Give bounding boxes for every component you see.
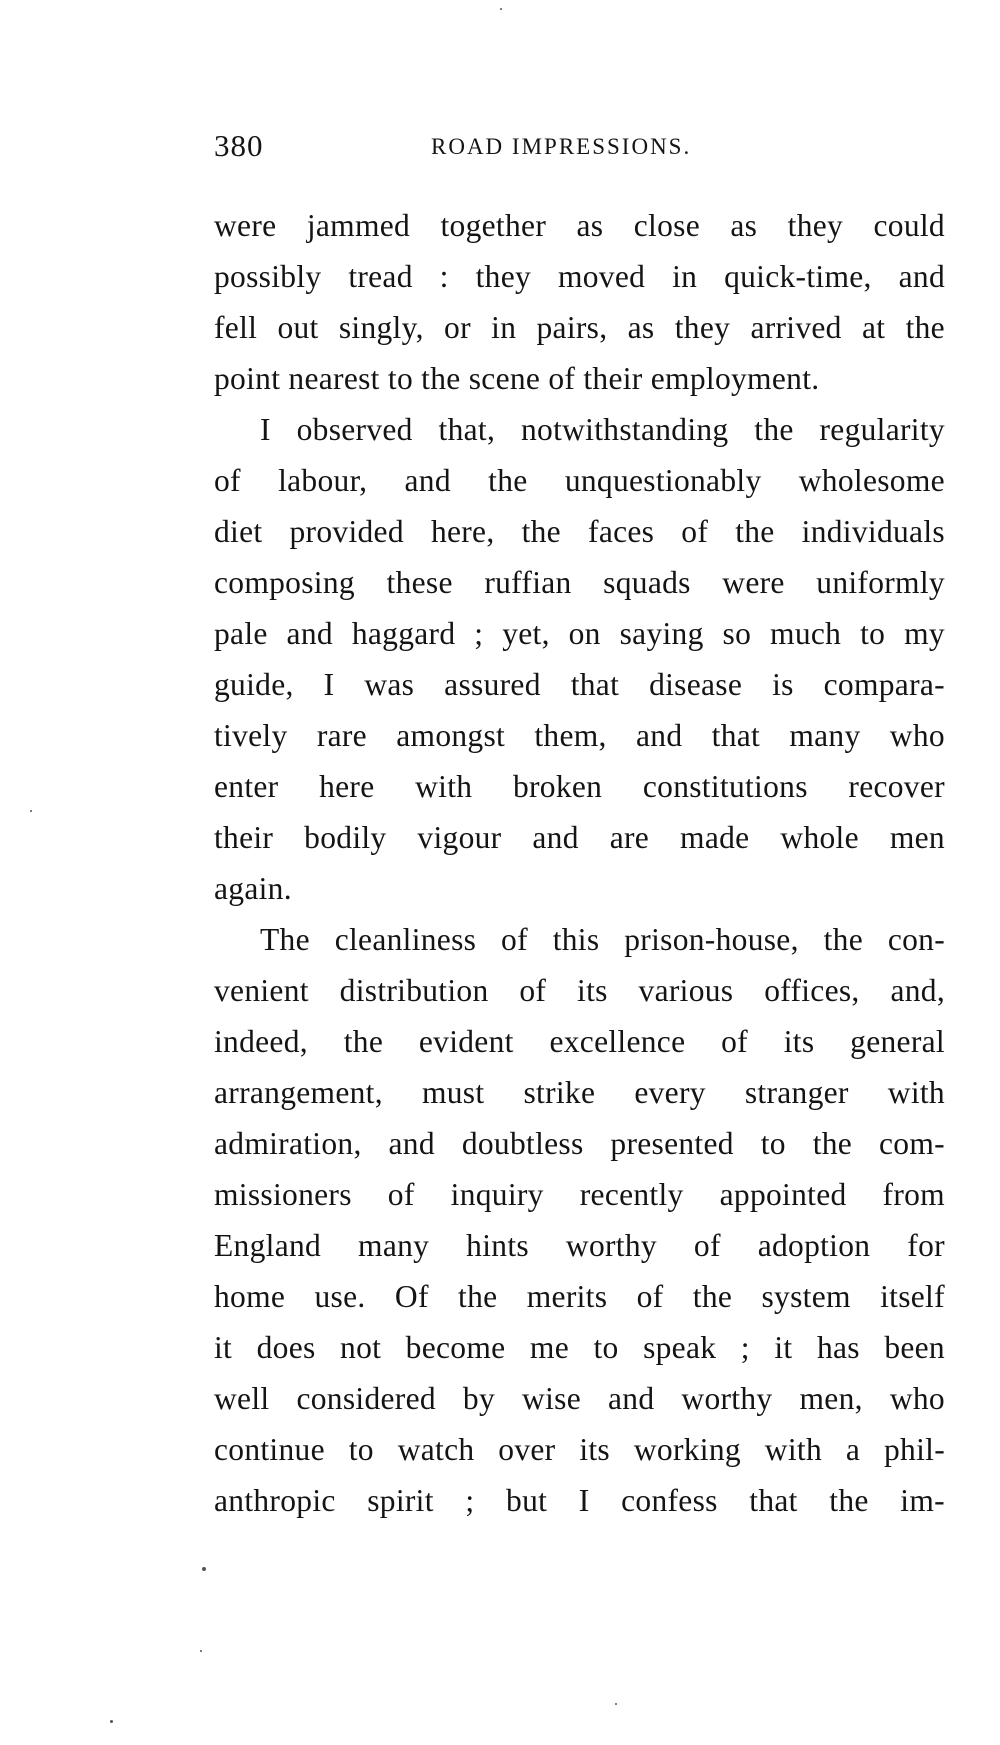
text-line: again. — [214, 871, 292, 906]
word: a — [845, 1432, 861, 1467]
word: the — [343, 1024, 384, 1059]
word: of — [681, 514, 709, 549]
word: moved — [557, 259, 646, 294]
word: unquestionably — [564, 463, 762, 498]
word: ; — [465, 1483, 475, 1518]
word: anthropic — [214, 1483, 336, 1518]
word: composing — [214, 565, 355, 600]
word: together — [440, 208, 547, 243]
word: constitutions — [642, 769, 808, 804]
word: of — [636, 1279, 664, 1314]
text-line — [214, 455, 945, 506]
word: the — [735, 514, 775, 549]
word: the — [905, 310, 945, 345]
text-line — [214, 1322, 945, 1373]
word: spirit — [367, 1483, 434, 1518]
word: evident — [418, 1024, 514, 1059]
word: that — [711, 718, 761, 753]
word: they — [475, 259, 532, 294]
word: they — [787, 208, 844, 243]
word: presented — [610, 1126, 734, 1161]
word: im- — [900, 1483, 945, 1518]
word: doubtless — [461, 1126, 584, 1161]
word: The — [260, 922, 310, 957]
word: of — [501, 922, 528, 957]
word: in — [672, 259, 698, 294]
word: is — [772, 667, 794, 702]
word: saying — [619, 616, 704, 651]
word: recently — [579, 1177, 684, 1212]
word: missioners — [214, 1177, 352, 1212]
word: bodily — [304, 820, 387, 855]
word: tively — [214, 718, 288, 753]
word: its — [783, 1024, 815, 1059]
word: con- — [887, 922, 945, 957]
text-line — [214, 1373, 945, 1424]
word: its — [577, 973, 608, 1008]
word: wise — [522, 1381, 581, 1416]
word: Of — [394, 1279, 429, 1314]
word: me — [529, 1330, 569, 1365]
word: at — [861, 310, 886, 345]
word: here — [319, 769, 375, 804]
word: England — [214, 1228, 322, 1263]
word: labour, — [278, 463, 368, 498]
word: disease — [649, 667, 743, 702]
word: enter — [214, 769, 279, 804]
word: does — [256, 1330, 316, 1365]
word: the — [458, 1279, 498, 1314]
word: observed — [296, 412, 413, 447]
word: of — [519, 973, 547, 1008]
word: and — [608, 1381, 655, 1416]
word: wholesome — [798, 463, 945, 498]
word: distribution — [339, 973, 489, 1008]
word: this — [552, 922, 600, 957]
word: from — [882, 1177, 945, 1212]
word: notwithstanding — [520, 412, 729, 447]
word: broken — [512, 769, 603, 804]
word: and — [286, 616, 333, 651]
word: to — [860, 616, 886, 651]
word: use. — [314, 1279, 366, 1314]
print-speck — [615, 1703, 617, 1705]
word: their — [214, 820, 274, 855]
page-header — [214, 128, 724, 168]
text-line — [214, 404, 945, 455]
text-line — [214, 251, 945, 302]
word: arrangement, — [214, 1075, 383, 1110]
word: worthy — [681, 1381, 773, 1416]
text-line — [214, 1271, 945, 1322]
word: and — [388, 1126, 435, 1161]
word: general — [850, 1024, 945, 1059]
print-speck — [202, 1567, 206, 1571]
word: the — [812, 1126, 853, 1161]
word: and, — [890, 973, 945, 1008]
word: itself — [880, 1279, 945, 1314]
word: quick-time, — [724, 259, 872, 294]
text-line — [214, 200, 945, 251]
word: to — [348, 1432, 374, 1467]
text-line: point nearest to the scene of their employment. — [214, 361, 820, 396]
text-line — [214, 506, 945, 557]
word: were — [722, 565, 785, 600]
word: out — [277, 310, 319, 345]
word: merits — [526, 1279, 608, 1314]
text-line — [214, 1424, 945, 1475]
text-line — [214, 1169, 945, 1220]
word: it — [214, 1330, 233, 1365]
word: was — [364, 667, 415, 702]
word: ; — [740, 1330, 750, 1365]
word: these — [386, 565, 453, 600]
word: faces — [588, 514, 655, 549]
word: haggard — [351, 616, 456, 651]
word: I — [578, 1483, 590, 1518]
word: individuals — [801, 514, 945, 549]
text-line — [214, 659, 945, 710]
word: who — [889, 718, 945, 753]
page-number: 380 — [214, 128, 264, 163]
word: in — [491, 310, 517, 345]
word: were — [214, 208, 277, 243]
word: hints — [466, 1228, 529, 1263]
text-line — [214, 1220, 945, 1271]
word: and — [635, 718, 683, 753]
text-line — [214, 1118, 945, 1169]
print-speck — [500, 8, 502, 10]
word: recover — [848, 769, 945, 804]
text-line — [214, 710, 945, 761]
word: and — [532, 820, 579, 855]
word: been — [884, 1330, 945, 1365]
word: continue — [214, 1432, 325, 1467]
word: working — [633, 1432, 741, 1467]
text-line — [214, 761, 945, 812]
word: or — [444, 310, 471, 345]
word: the — [754, 412, 794, 447]
word: amongst — [396, 718, 506, 753]
word: ruffian — [484, 565, 572, 600]
print-speck — [30, 810, 32, 812]
word: much — [770, 616, 842, 651]
word: I — [323, 667, 335, 702]
word: provided — [289, 514, 404, 549]
word: diet — [214, 514, 263, 549]
word: men — [889, 820, 945, 855]
word: that — [749, 1483, 798, 1518]
word: appointed — [719, 1177, 847, 1212]
word: singly, — [338, 310, 424, 345]
word: for — [907, 1228, 945, 1263]
word: indeed, — [214, 1024, 308, 1059]
text-line — [214, 557, 945, 608]
word: fell — [214, 310, 258, 345]
word: close — [633, 208, 700, 243]
word: stranger — [744, 1075, 849, 1110]
word: on — [568, 616, 601, 651]
word: home — [214, 1279, 286, 1314]
word: venient — [214, 973, 309, 1008]
word: prison-house, — [624, 922, 799, 957]
word: the — [488, 463, 528, 498]
word: by — [462, 1381, 496, 1416]
running-title: ROAD IMPRESSIONS. — [431, 134, 692, 159]
word: over — [498, 1432, 556, 1467]
word: offices, — [764, 973, 860, 1008]
word: with — [764, 1432, 822, 1467]
text-line — [214, 812, 945, 863]
word: but — [506, 1483, 548, 1518]
word: to — [760, 1126, 786, 1161]
text-line — [214, 914, 945, 965]
word: the — [521, 514, 561, 549]
word: watch — [397, 1432, 475, 1467]
word: admiration, — [214, 1126, 362, 1161]
word: rare — [316, 718, 367, 753]
word: inquiry — [450, 1177, 544, 1212]
word: every — [634, 1075, 706, 1110]
body-text — [214, 200, 945, 1526]
word: considered — [296, 1381, 436, 1416]
word: here, — [430, 514, 495, 549]
word: ; — [474, 616, 484, 651]
word: worthy — [565, 1228, 657, 1263]
word: them, — [534, 718, 607, 753]
word: that, — [438, 412, 496, 447]
text-line — [214, 302, 945, 353]
word: its — [579, 1432, 610, 1467]
word: so — [722, 616, 752, 651]
word: various — [638, 973, 734, 1008]
word: many — [789, 718, 861, 753]
word: must — [421, 1075, 485, 1110]
word: strike — [523, 1075, 596, 1110]
print-speck — [110, 1720, 113, 1723]
word: yet, — [502, 616, 550, 651]
word: who — [889, 1381, 945, 1416]
word: I — [260, 412, 271, 447]
word: are — [609, 820, 650, 855]
word: phil- — [884, 1432, 945, 1467]
word: and — [404, 463, 451, 498]
word: of — [721, 1024, 748, 1059]
word: the — [692, 1279, 733, 1314]
word: possibly — [214, 259, 322, 294]
word: that — [570, 667, 620, 702]
word: of — [214, 463, 241, 498]
word: speak — [643, 1330, 717, 1365]
word: squads — [603, 565, 691, 600]
word: guide, — [214, 667, 294, 702]
word: uniformly — [816, 565, 945, 600]
word: whole — [780, 820, 859, 855]
word: and — [898, 259, 945, 294]
word: the — [823, 922, 863, 957]
word: regularity — [819, 412, 945, 447]
word: as — [627, 310, 655, 345]
word: vigour — [417, 820, 502, 855]
word: pale — [214, 616, 268, 651]
word: has — [816, 1330, 860, 1365]
word: with — [887, 1075, 945, 1110]
word: of — [693, 1228, 721, 1263]
word: it — [774, 1330, 793, 1365]
word: compara- — [823, 667, 945, 702]
text-line — [214, 1475, 945, 1526]
text-line — [214, 1016, 945, 1067]
word: not — [340, 1330, 382, 1365]
word: arrived — [750, 310, 842, 345]
word: com- — [878, 1126, 945, 1161]
word: could — [873, 208, 945, 243]
text-line — [214, 965, 945, 1016]
word: : — [439, 259, 449, 294]
word: to — [593, 1330, 619, 1365]
text-line — [214, 1067, 945, 1118]
word: excellence — [549, 1024, 686, 1059]
word: become — [405, 1330, 506, 1365]
word: assured — [444, 667, 541, 702]
word: as — [730, 208, 758, 243]
word: many — [358, 1228, 430, 1263]
word: pairs, — [536, 310, 608, 345]
word: well — [214, 1381, 270, 1416]
word: cleanliness — [334, 922, 477, 957]
word: the — [829, 1483, 869, 1518]
word: with — [415, 769, 473, 804]
word: system — [761, 1279, 851, 1314]
word: jammed — [306, 208, 411, 243]
word: my — [904, 616, 945, 651]
word: tread — [348, 259, 413, 294]
word: of — [387, 1177, 415, 1212]
word: adoption — [757, 1228, 871, 1263]
word: confess — [621, 1483, 718, 1518]
word: they — [674, 310, 731, 345]
word: made — [680, 820, 750, 855]
text-line — [214, 608, 945, 659]
word: as — [576, 208, 604, 243]
print-speck — [200, 1650, 202, 1652]
word: men, — [799, 1381, 863, 1416]
